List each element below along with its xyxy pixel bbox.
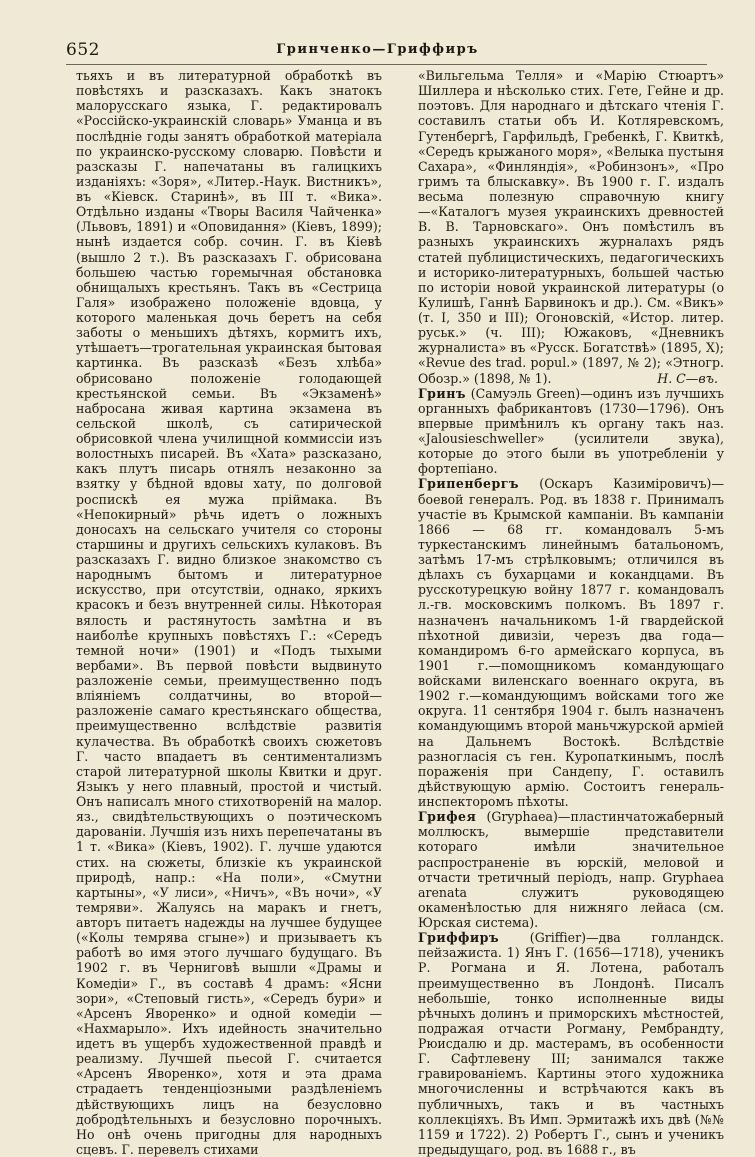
running-head: Гринченко—Гриффиръ <box>276 42 479 57</box>
encyclopedia-entry-gripenberg <box>418 476 724 809</box>
paragraph-text: «Вильгельма Телля» и «Марію Стюартъ» Шиллера и нѣсколько стих. Гете, Гейне и др. поэтовъ. Для народнаго и дѣтскаго чтенія Г. составилъ статьи объ И. Котляревскомъ, Гутенбергѣ, Гарфильдѣ, Гребенкѣ, Г. Квиткѣ, «Середъ крыжаного моря», «Велыка пустыня Сахара», «Финляндія», «Робинзонъ», «Про гримъ та блыскавку». Въ 1900 г. Г. издалъ весьма полезную справочную книгу—«Каталогъ музея украинскихъ древностей В. В. Тарновскаго». Онъ помѣстилъ въ разныхъ украинскихъ журналахъ рядъ статей публицистическихъ, педагогическихъ и историко-литературныхъ, большей частью по исторіи новой украинской литературы (о Кулишѣ, Ганнѣ Барвинокъ и др.). См. «Викъ» (т. I, 350 и III); Огоновскій, «Истор. литер. руськ.» (ч. III); Южаковъ, «Дневникъ журналиста» въ «Русск. Богатствѣ» (1895, X); «Revue des trad. popul.» (1897, № 2); «Этногр. Обозр.» (1898, № 1). <box>418 68 724 386</box>
entry-text: (Gryphaea)—пластинчатожаберный моллюскъ, вымершіе представители котораго имѣли значительное распространеніе въ юрскій, меловой и отчасти третичный періодъ, напр. Gryphaea arenata служитъ руководящею окаменѣлостью для нижняго лейаса (см. Юрская система). <box>418 809 724 930</box>
entry-text: (Оскаръ Казиміровичъ)—боевой генералъ. Род. въ 1838 г. Принималъ участіе въ Крымской кампаніи. Въ кампаніи 1866 — 68 гг. командовалъ 5-мъ туркестанскимъ линейнымъ батальономъ, затѣмъ 17-мъ стрѣлковымъ; отличился въ дѣлахъ съ бухарцами и кокандцами. Въ русскотурецкую войну 1877 г. командовалъ л.-гв. московскимъ полкомъ. Въ 1897 г. назначенъ начальникомъ 1-й гвардейской пѣхотной дивизіи, черезъ два года—командиромъ 6-го армейскаго корпуса, въ 1901 г.—помощникомъ командующаго войсками виленскаго военнаго округа, въ 1902 г.—командующимъ войсками того же округа. 11 сентября 1904 г. былъ назначенъ командующимъ второй маньчжурской арміей на Дальнемъ Востокѣ. Вслѣдствіе разногласія съ ген. Куропаткинымъ, послѣ пораженія при Сандепу, Г. оставилъ дѣйствующую армію. Состоитъ генераль-инспекторомъ пѣхоты. <box>418 476 724 809</box>
author-signature: Н. С—въ. <box>657 370 718 386</box>
entry-headword: Грипенбергъ <box>418 476 520 492</box>
encyclopedia-entry-griffier <box>418 930 724 1157</box>
left-column <box>76 68 382 1157</box>
encyclopedia-entry-grin <box>418 386 724 477</box>
header-rule <box>66 64 707 65</box>
right-column <box>418 68 724 1157</box>
body-paragraph: тьяхъ и въ литературной обработкѣ въ повѣстяхъ и разсказахъ. Какъ знатокъ малорусскаго языка, Г. редактировалъ «Россійско-украинскій словарь» Уманца и въ послѣдніе годы занятъ обработкой матеріала по украинско-русскому словарю. Повѣсти и разсказы Г. напечатаны въ галицкихъ изданіяхъ: «Зоря», «Литер.-Наук. Вистникъ», въ «Кіевск. Старинѣ», въ III т. «Вика». Отдѣльно изданы «Творы Василя Чайченка» (Львовъ, 1891) и «Оповидання» (Кіевъ, 1899); нынѣ издается собр. сочин. Г. въ Кіевѣ (вышло 2 т.). Въ разсказахъ Г. обрисована большею частью горемычная обстановка обнищалыхъ крестьянъ. Такъ въ «Сестрица Галя» изображено положеніе вдовца, у которого маленькая дочь беретъ на себя заботы о меньшихъ дѣтяхъ, кормитъ ихъ, утѣшаетъ—трогательная украинская бытовая картинка. Въ разсказѣ «Безъ хлѣба» обрисовано положеніе голодающей крестьянской семьи. Въ «Экзаменѣ» набросана живая картина экзамена въ сельской школѣ, съ сатирической обрисовкой члена училищной коммиссіи изъ волостныхъ писарей. Въ «Хата» разсказано, какъ плутъ писарь отнялъ незаконно за взятку у бѣдной вдовы хату, по долговой роспискѣ ея мужа прiймака. Въ «Непокирный» рѣчь идетъ о ложныхъ доносахъ на сельскаго учителя со стороны старшины и другихъ сельскихъ кулаковъ. Въ разсказахъ Г. видно близкое знакомство съ народнымъ бытомъ и литературное искусство, при отсутствіи, однако, яркихъ красокъ и безъ внутренней силы. Нѣкоторая вялость и растянутость замѣтна и въ наиболѣе крупныхъ повѣстяхъ Г.: «Середъ темной ночи» (1901) и «Подъ тыхыми вербами». Въ первой повѣсти выдвинуто разложеніе семьи, преимущественно подъ вліяніемъ солдатчины, во второй—разложеніе самаго крестьянскаго общества, преимущественно вслѣдствіе развитія кулачества. Въ обработкѣ своихъ сюжетовъ Г. часто впадаетъ въ сентиментализмъ старой литературной школы Квитки и друг. Языкъ у него плавный, простой и чистый. Онъ написалъ много стихотвореній на малор. яз., свидѣтельствующихъ о поэтическомъ дарованіи. Лучшія изъ нихъ перепечатаны въ 1 т. «Вика» (Кіевъ, 1902). Г. лучше удаются стих. на сюжеты, близкіе къ украинской природѣ, напр.: «На поли», «Смутни картыны», «У лиси», «Ничъ», «Въ ночи», «У темряви». Жалуясь на маракъ и гнетъ, авторъ питаетъ надежды на лучшее будущее («Колы темрява сгыне») и призываетъ къ работѣ во имя этого лучшаго будущаго. Въ 1902 г. въ Черниговѣ вышли «Драмы и Комедіи» Г., въ составѣ 4 драмъ: «Ясни зори», «Степовый гисть», «Середъ бури» и «Арсенъ Яворенко» и одной комедіи — «Нахмарыло». Ихъ идейность значительно идетъ въ ущербъ художественной правдѣ и реализму. Лучшей пьесой Г. считается «Арсенъ Яворенко», хотя и эта драма страдаетъ тенденціозными раздѣленіемъ дѣйствующихъ лицъ на безусловно добродѣтельныхъ и безусловно порочныхъ. Но онѣ очень пригодны для народныхъ сцевъ. Г. перевелъ стихами <box>76 68 382 1157</box>
entry-text: (Griffier)—два голландск. пейзажиста. 1) Янъ Г. (1656—1718), ученикъ Р. Рогмана и Я. Лотена, работалъ преимущественно въ Лондонѣ. Писалъ небольшіе, тонко исполненные виды рѣчныхъ долинъ и приморскихъ мѣстностей, подражая отчасти Рогману, Рембрандту, Рюисдалю и др. мастерамъ, въ особенности Г. Сафтлевену III; занимался также гравированіемъ. Картины этого художника многочисленны и встрѣчаются какъ въ публичныхъ, такъ и въ частныхъ коллекціяхъ. Въ Имп. Эрмитажѣ ихъ двѣ (№№ 1159 и 1722). 2) Робертъ Г., сынъ и ученикъ предыдущаго, род. въ 1688 г., въ <box>418 930 724 1157</box>
page-number: 652 <box>66 40 100 60</box>
entry-text: (Самуэль Green)—одинъ изъ лучшихъ органныхъ фабрикантовъ (1730—1796). Онъ впервые примѣнилъ къ органу такъ наз. «Jalousieschweller» (усилители звука), которые до этого были въ употребленіи у фортепiано. <box>418 385 724 477</box>
encyclopedia-entry-grifeya <box>418 809 724 930</box>
entry-headword: Гриффиръ <box>418 930 500 946</box>
body-paragraph <box>418 68 724 386</box>
entry-headword: Грифея <box>418 809 477 825</box>
entry-headword: Гринъ <box>418 385 467 401</box>
